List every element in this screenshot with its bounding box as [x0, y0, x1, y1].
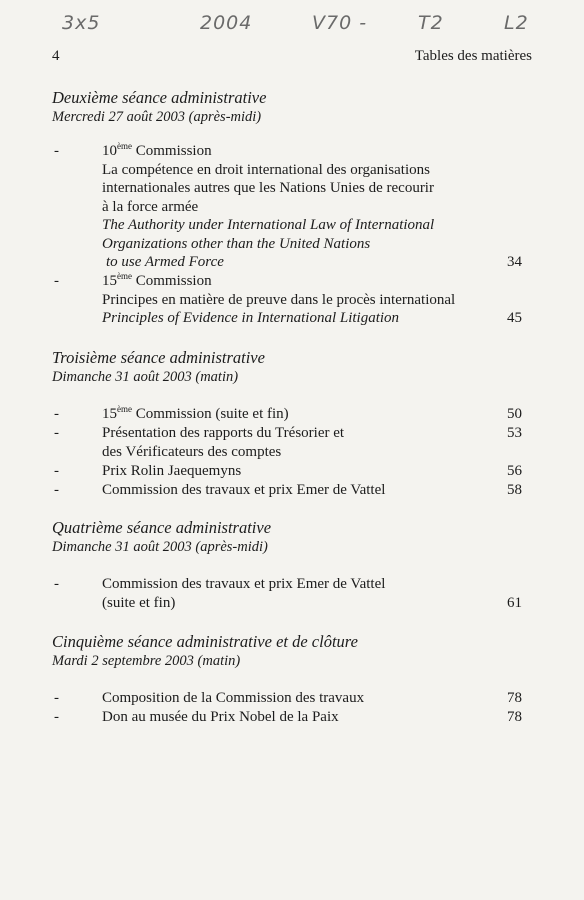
section-title: Troisième séance administrative — [52, 348, 265, 367]
page-reference: 78 — [507, 690, 522, 706]
entry-text: à la force armée — [102, 198, 199, 215]
page-reference: 50 — [507, 406, 522, 422]
section-title: Cinquième séance administrative et de clôture — [52, 632, 358, 651]
page-reference: 78 — [507, 709, 522, 725]
section-date: Mercredi 27 août 2003 (après-midi) — [52, 109, 262, 125]
handwritten-note-1: 3x5 — [62, 12, 101, 34]
toc-entry[interactable] — [52, 708, 522, 727]
entry-text: Principes en matière de preuve dans le procès international — [102, 291, 456, 308]
page-header — [52, 48, 532, 68]
entry-text: Commission des travaux et prix Emer de Vattel — [102, 576, 386, 592]
toc-entry[interactable] — [52, 142, 522, 272]
section-title: Quatrième séance administrative — [52, 518, 272, 537]
entry-text-english: Organizations other than the United Nations — [102, 235, 371, 252]
section-quatrieme-seance — [52, 518, 522, 611]
section-title: Deuxième séance administrative — [52, 88, 267, 107]
section-date: Mardi 2 septembre 2003 (matin) — [52, 653, 241, 669]
commission-label: Commission — [132, 273, 212, 289]
entry-dash: - — [54, 143, 59, 159]
handwritten-note-4: T2 — [418, 12, 444, 34]
running-title: Tables des matières — [414, 48, 532, 64]
toc-entry[interactable] — [52, 272, 522, 328]
toc-entry[interactable] — [52, 424, 522, 461]
entry-dash: - — [54, 709, 59, 725]
page-reference: 56 — [507, 463, 522, 479]
page-reference: 58 — [507, 482, 522, 498]
entry-dash: - — [54, 425, 59, 441]
commission-label: Commission — [132, 143, 212, 159]
handwritten-note-2: 2004 — [200, 12, 253, 34]
entry-dash: - — [54, 576, 59, 592]
entry-text: Prix Rolin Jaequemyns — [102, 463, 242, 479]
entry-text-english: Principles of Evidence in International Litigation — [102, 310, 400, 326]
ordinal-suffix: ème — [117, 141, 132, 151]
handwritten-annotations — [50, 12, 570, 46]
entry-text: Composition de la Commission des travaux — [102, 690, 365, 706]
handwritten-note-5: L2 — [504, 12, 529, 34]
commission-label: Commission (suite et fin) — [132, 406, 289, 422]
page-reference: 45 — [507, 310, 522, 326]
entry-dash: - — [54, 690, 59, 706]
ordinal-suffix: ème — [117, 404, 132, 414]
section-deuxieme-seance — [52, 88, 522, 326]
page-reference: 34 — [507, 254, 522, 270]
entry-dash: - — [54, 463, 59, 479]
entry-text: internationales autres que les Nations Unies de recourir — [102, 180, 434, 196]
toc-entry[interactable] — [52, 481, 522, 500]
handwritten-note-3: V70 - — [312, 12, 368, 34]
entry-dash: - — [54, 406, 59, 422]
commission-number: 10 — [102, 143, 117, 159]
ordinal-suffix: ème — [117, 271, 132, 281]
entry-text: La compétence en droit international des organisations — [102, 161, 430, 178]
toc-entry[interactable] — [52, 462, 522, 481]
entry-text-english: The Authority under International Law of International — [102, 217, 435, 233]
entry-text: Présentation des rapports du Trésorier et — [102, 425, 345, 441]
entry-dash: - — [54, 482, 59, 498]
entry-dash: - — [54, 273, 59, 289]
commission-number: 15 — [102, 273, 117, 289]
section-cinquieme-seance — [52, 632, 522, 725]
toc-entry[interactable] — [52, 689, 522, 708]
page-reference: 61 — [507, 595, 522, 611]
entry-text: Commission des travaux et prix Emer de Vattel — [102, 482, 386, 498]
page-number: 4 — [52, 48, 60, 64]
toc-entry[interactable] — [52, 405, 522, 424]
entry-text: Don au musée du Prix Nobel de la Paix — [102, 709, 339, 725]
entry-text: des Vérificateurs des comptes — [102, 443, 282, 460]
section-date: Dimanche 31 août 2003 (matin) — [52, 369, 239, 385]
toc-entry[interactable] — [52, 575, 522, 612]
commission-number: 15 — [102, 406, 117, 422]
section-troisieme-seance — [52, 348, 522, 498]
page-reference: 53 — [507, 425, 522, 441]
entry-text: (suite et fin) — [102, 594, 176, 611]
entry-text-english: to use Armed Force — [106, 254, 224, 270]
section-date: Dimanche 31 août 2003 (après-midi) — [52, 539, 268, 555]
